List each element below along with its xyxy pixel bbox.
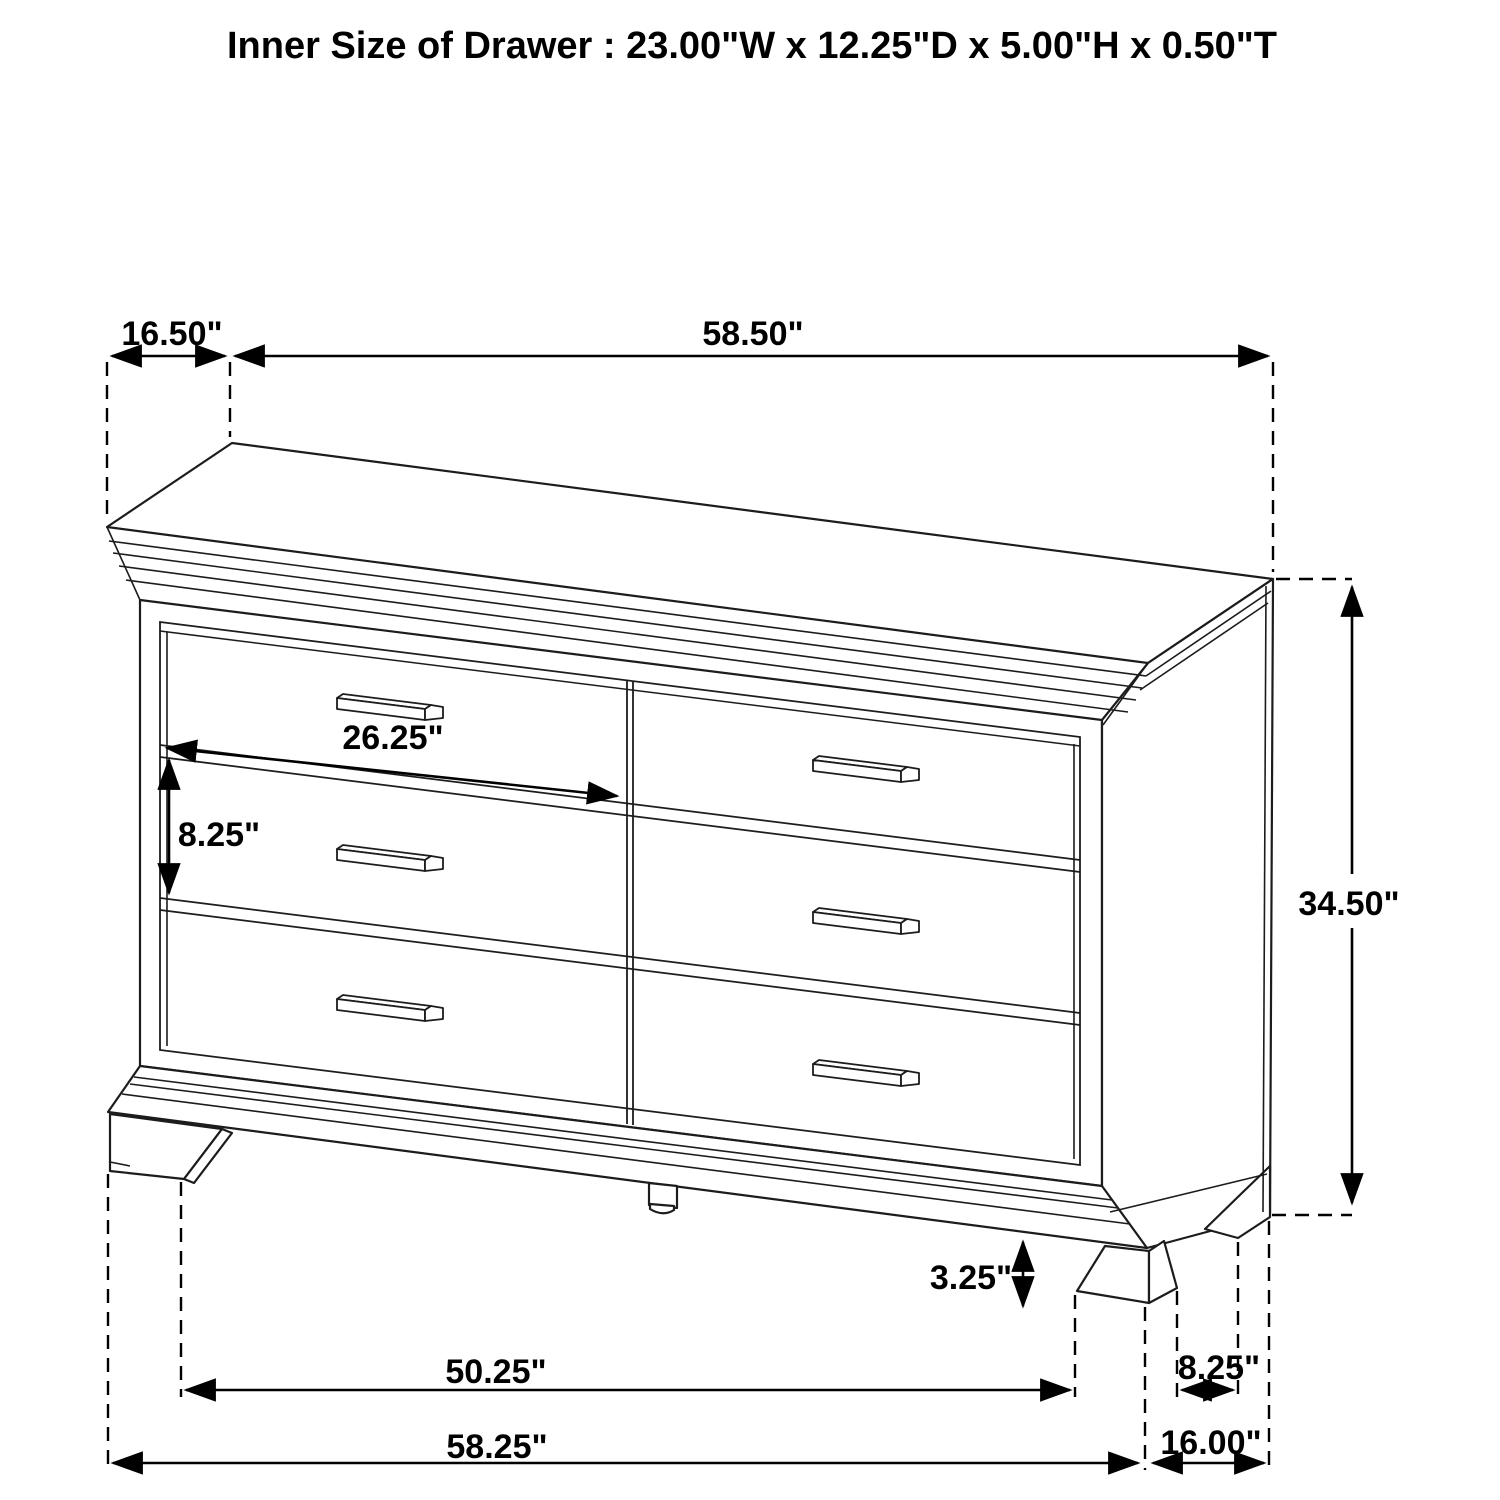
- dim-label-leg-height: 3.25": [929, 1259, 1013, 1297]
- front-right-leg-side-face: [1149, 1241, 1177, 1303]
- dim-label-base-side-depth: 16.00": [1160, 1424, 1262, 1462]
- dim-label-drawer-height: 8.25": [177, 816, 261, 854]
- front-right-leg: [1077, 1246, 1149, 1303]
- dim-label-top-width: 58.50": [702, 315, 804, 353]
- dim-label-drawer-width: 26.25": [342, 719, 444, 757]
- diagram-title: Inner Size of Drawer : 23.00"W x 12.25"D x 5.00"H x 0.50"T: [227, 25, 1277, 67]
- molding-corner-left: [107, 527, 140, 600]
- dresser-cabinet: [107, 443, 1273, 1303]
- dim-label-overall-height: 34.50": [1298, 885, 1400, 923]
- dim-label-top-depth: 16.50": [121, 315, 223, 353]
- dim-label-leg-side-depth: 8.25": [1177, 1349, 1261, 1387]
- dim-label-base-inner-width: 50.25": [445, 1353, 547, 1391]
- dim-label-base-width: 58.25": [446, 1428, 548, 1466]
- center-foot-pad: [650, 1204, 674, 1213]
- cabinet-side-panel: [1102, 579, 1273, 1248]
